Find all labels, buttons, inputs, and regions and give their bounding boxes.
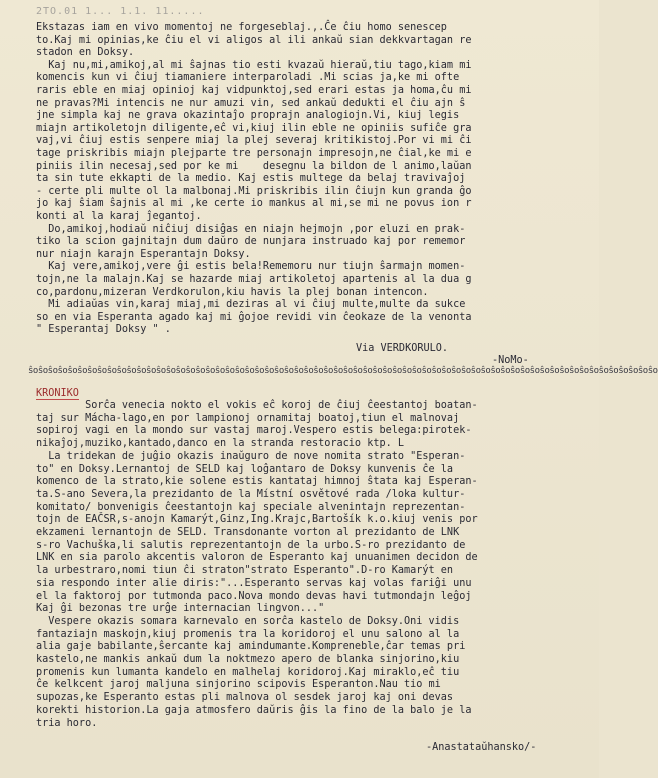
text-line: sia respondo inter alie diris:"...Esperanto servas kaj volas fariĝi unu (36, 577, 472, 589)
text-line: alia gaje babilante,ŝercante kaj amindumante.Kompreneble,ĉar temas pri (36, 641, 466, 653)
text-line: la urbestraro,nomi tiun ĉi straton"strato Esperanto".D-ro Kamarýt en (36, 565, 454, 577)
letter-signature-initials: -NoMo- (492, 355, 529, 366)
text-line: stadon en Doksy. (36, 47, 135, 59)
text-line: tojn,ne la malajn.Kaj se hazarde miaj artikoletoj apartenis al la dua g (36, 274, 472, 285)
text-line: el la faktoroj por tutmonda paco.Nova mondo devas havi tutmondajn leĝoj (36, 590, 472, 602)
chronicle-signature: -Anastataŭhansko/- (426, 742, 537, 753)
text-line: Do,amikoj,hodiaŭ niĉiuj disiĝas en niajn hejmojn ,por eluzi en prak- (36, 223, 466, 235)
text-line: s-ro Vachuška,li salutis reprezentantojn de la urbo.S-ro prezidanto de (36, 539, 466, 551)
text-line: sopiroj vagi en la mondo sur vastaj maroj.Vespero estis belega:pirotek- (36, 425, 472, 437)
text-line: Mi adiaŭas vin,karaj miaj,mi deziras al vi ĉiuj multe,multe da sukce (36, 299, 466, 311)
text-line: jo kaj ŝiam ŝajnis al mi ,ke certe io mankus al mi,se mi ne povus ion r (36, 198, 472, 210)
text-line: Kaj nu,mi,amikoj,al mi ŝajnas tio esti kvazaŭ hieraŭ,tiu tago,kiam mi (36, 59, 472, 71)
chronicle-heading: KRONIKO (36, 388, 79, 399)
text-line: kastelo,ne mankis ankaŭ dum la noktmezo apero de blanka sinjorino,kiu (36, 654, 460, 665)
text-line: jne simpla kaj ne grava okazintaĵo proprajn analogiojn.Vi, kiuj legis (36, 110, 460, 122)
text-line: promenis kun lumanta kandelo en malhelaj koridoroj.Kaj miraklo,eĉ tiu (36, 666, 460, 678)
text-line: supozas,ke Esperanto estas pli malnova ol sesdek jaroj kaj oni devas (36, 692, 454, 704)
text-line: nur niajn karajn Esperantajn Doksy. (36, 248, 251, 260)
text-line: Ekstazas iam en vivo momentoj ne forgeseblaj.,.Ĉe ĉiu homo senescep (36, 22, 447, 33)
text-line: raris eble en miaj opinioj kaj vidpunktoj,sed erari estas ja homa,ĉu mi (36, 85, 472, 96)
text-line: ta sin tute ekkapti de la medio. Kaj estis multege da belaj travivaĵoj (36, 173, 466, 185)
text-line: co,pardonu,mizeran Verdkorulon,kiu havis la plej bonan intencon. (36, 286, 429, 298)
text-line: komenco de la strato,kie solene estis kantataj himnoj ŝtata kaj Esperan- (36, 476, 478, 488)
text-line: miajn artikoletojn diligente,eĉ vi,kiuj ilin eble ne opiniis sufiĉe gra (36, 122, 472, 134)
text-line: tage priskribis miajn plejparte tre personajn impresojn,ne ĉial,ke mi e (36, 148, 472, 159)
text-line: vaj,vi ĉiuj estis senpere miaj la plej severaj kritikistoj.Por vi mi ĉi (36, 135, 472, 147)
text-line: " Esperantaj Doksy " . (36, 324, 171, 336)
section-divider: ŝoŝoŝoŝoŝoŝoŝoŝoŝoŝoŝoŝoŝoŝoŝoŝoŝoŝoŝoŝoŝoŝoŝoŝoŝoŝoŝoŝoŝoŝoŝoŝoŝoŝoŝoŝoŝoŝoŝoŝoŝoŝoŝoŝoŝoŝoŝoŝoŝoŝoŝoŝoŝoŝoŝoŝoŝoŝoŝoŝoŝoŝoŝoŝo (28, 366, 658, 376)
text-line: tria horo. (36, 717, 98, 729)
text-line: korekti historion.La gaja atmosfero daŭris ĝis la fino de la balo je la (36, 704, 472, 716)
text-line: so en via Esperanta agado kaj mi ĝojoe revidi vin ĉeokaze de la venonta (36, 311, 472, 323)
text-line: tiko la scion gajnitajn dum daŭro de nunjara instruado kaj por rememor (36, 236, 466, 248)
letter-signature: Via VERDKORULO. (356, 343, 449, 354)
text-line: taj sur Mácha-lago,en por lampionoj ornamitaj boatoj,tiun el malnovaj (36, 412, 460, 424)
text-line: - certe pli multe ol la malbonaj.Mi priskribis ilin ĉiujn kun granda ĝo (36, 185, 472, 197)
text-line: ekzameni lernantojn de SELD. Transdonante vorton al prezidanto de LNK (36, 527, 460, 538)
text-line: komitato/ bonvenigis ĉeestantojn kaj speciale alvenintajn reprezentan- (36, 501, 466, 513)
text-line: Kaj ĝi bezonas tre urĝe internacian lingvon..." (36, 603, 325, 615)
text-line: tojn de EAČSR,s-anojn Kamarýt,Ginz,Ing.Krajc,Bartošík k.o.kiuj venis por (36, 514, 478, 526)
text-line: ĉe kelkcent jaroj maljuna sinjorino scipovis Esperanton.Nau tio mi (36, 679, 441, 691)
text-line: La tridekan de juĝio okazis inaŭguro de nove nomita strato "Esperan- (36, 450, 466, 462)
text-line: piniis ilin necesaj,sed por ke mi desegnu la bildon de l animo,laŭan (36, 160, 472, 172)
text-line: Sorĉa venecia nokto el vokis eĉ koroj de ĉiuj ĉeestantoj boatan- (36, 400, 478, 411)
text-line: Kaj vere,amikoj,vere ĝi estis bela!Rememoru nur tiujn ŝarmajn momen- (36, 261, 466, 273)
text-line: Vespere okazis somara karnevalo en sorĉa kastelo de Doksy.Oni vidis (36, 615, 460, 627)
text-line: ne pravas?Mi intencis ne nur amuzi vin, sed ankaŭ dedukti el ĉiu ajn ŝ (36, 97, 466, 109)
text-line: fantaziajn maskojn,kiuj promenis tra la koridoroj el unu salono al la (36, 628, 460, 640)
text-line: to" en Doksy.Lernantoj de SELD kaj loĝantaro de Doksy kunvenis ĉe la (36, 463, 454, 475)
text-line: nikaĵoj,muziko,kantado,danco en la stranda restoracio ktp. L (36, 438, 405, 450)
text-line: LNK en sia parolo akcentis valoron de Esperanto kaj unuanimen decidon de (36, 552, 478, 564)
text-line: konti al la karaj ĵegantoj. (36, 211, 202, 222)
text-line: komencis kun vi ĉiuj tiamaniere interparoladi .Mi scias ja,ke mi ofte (36, 72, 466, 84)
page-header-stamp: 2TO.01 1... 1.1. 11..... (36, 6, 205, 17)
text-line: ta.S-ano Severa,la prezidanto de la Místní osvětové rada /loka kultur- (36, 488, 466, 500)
text-line: to.Kaj mi opinias,ke ĉiu el vi aligos al ili ankaŭ sian dekkvartagan re (36, 34, 472, 46)
